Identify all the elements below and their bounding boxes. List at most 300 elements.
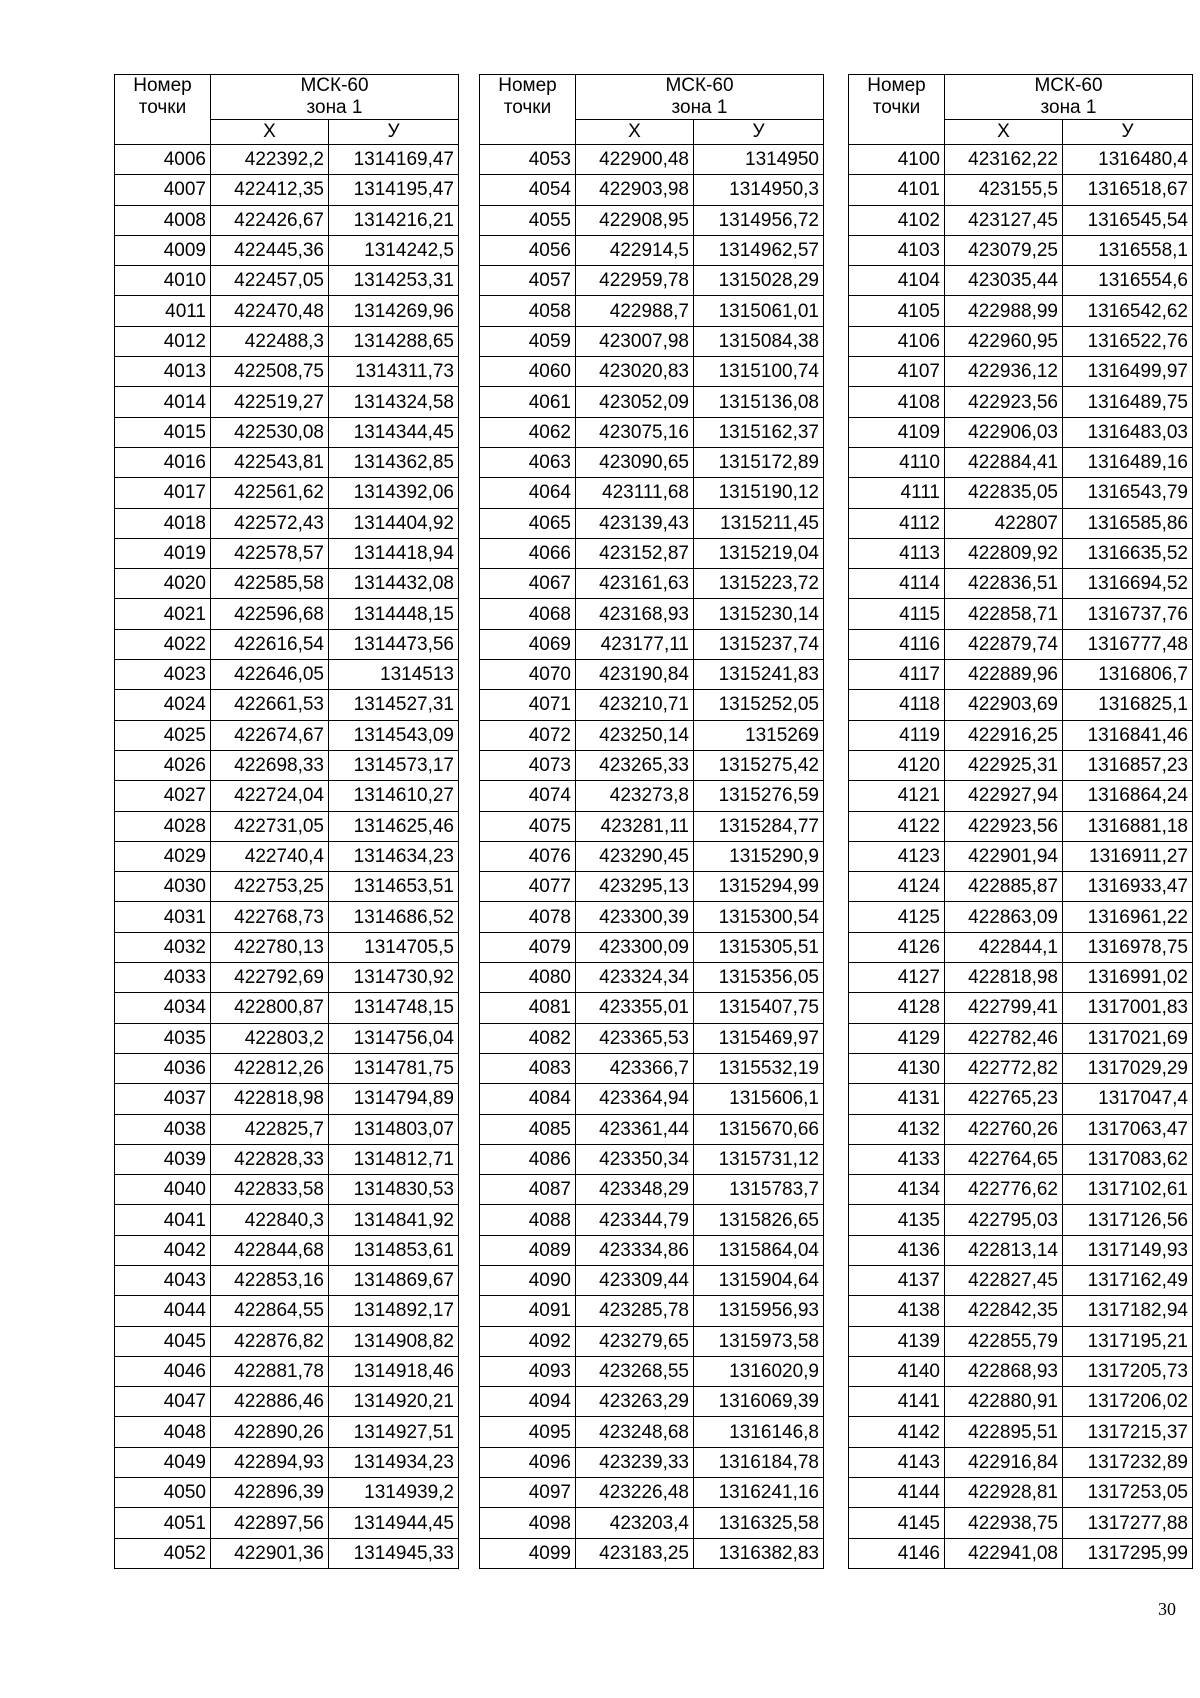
table-row <box>849 1447 1193 1477</box>
x-coordinate-cell: 422927,94 <box>945 781 1063 811</box>
point-number-cell: 4066 <box>480 538 576 568</box>
y-coordinate-cell: 1316522,76 <box>1063 326 1193 356</box>
point-number-cell: 4023 <box>115 660 211 690</box>
point-number-cell: 4089 <box>480 1235 576 1265</box>
point-number-cell: 4018 <box>115 508 211 538</box>
point-number-cell: 4117 <box>849 660 945 690</box>
table-row <box>115 963 459 993</box>
y-coordinate-cell: 1314653,51 <box>329 872 459 902</box>
table-row <box>480 1417 824 1447</box>
y-coordinate-cell: 1314610,27 <box>329 781 459 811</box>
point-number-cell: 4113 <box>849 538 945 568</box>
x-coordinate-cell: 422833,58 <box>211 1175 329 1205</box>
table-row <box>480 175 824 205</box>
table-row <box>480 932 824 962</box>
point-number-cell: 4030 <box>115 872 211 902</box>
y-coordinate-cell: 1315731,12 <box>694 1144 824 1174</box>
table-row <box>480 447 824 477</box>
y-coordinate-cell: 1315532,19 <box>694 1053 824 1083</box>
x-coordinate-cell: 422959,78 <box>576 266 694 296</box>
y-coordinate-cell: 1314216,21 <box>329 205 459 235</box>
point-number-cell: 4056 <box>480 235 576 265</box>
y-coordinate-cell: 1316489,16 <box>1063 447 1193 477</box>
table-row <box>115 1175 459 1205</box>
y-coordinate-cell: 1317047,4 <box>1063 1084 1193 1114</box>
point-number-cell: 4036 <box>115 1053 211 1083</box>
point-number-cell: 4084 <box>480 1084 576 1114</box>
table-row <box>480 1538 824 1568</box>
y-coordinate-cell: 1315211,45 <box>694 508 824 538</box>
x-coordinate-cell: 422903,69 <box>945 690 1063 720</box>
table-row <box>115 1235 459 1265</box>
point-number-cell: 4020 <box>115 569 211 599</box>
x-coordinate-cell: 423250,14 <box>576 720 694 750</box>
x-coordinate-cell: 422923,56 <box>945 811 1063 841</box>
table-row <box>115 629 459 659</box>
table-row <box>480 235 824 265</box>
x-coordinate-cell: 422813,14 <box>945 1235 1063 1265</box>
y-coordinate-cell: 1316558,1 <box>1063 235 1193 265</box>
x-coordinate-cell: 422616,54 <box>211 629 329 659</box>
point-number-cell: 4099 <box>480 1538 576 1568</box>
point-number-cell: 4051 <box>115 1508 211 1538</box>
point-number-cell: 4071 <box>480 690 576 720</box>
x-coordinate-cell: 423152,87 <box>576 538 694 568</box>
x-column-header: X <box>576 120 694 145</box>
table-row <box>480 1356 824 1386</box>
point-number-cell: 4130 <box>849 1053 945 1083</box>
point-number-cell: 4050 <box>115 1478 211 1508</box>
x-coordinate-cell: 422900,48 <box>576 145 694 175</box>
y-coordinate-cell: 1314242,5 <box>329 235 459 265</box>
x-coordinate-cell: 423285,78 <box>576 1296 694 1326</box>
point-number-header: Номер точки <box>480 75 576 145</box>
y-coordinate-cell: 1314527,31 <box>329 690 459 720</box>
x-coordinate-cell: 422988,7 <box>576 296 694 326</box>
table-row <box>849 963 1193 993</box>
x-coordinate-cell: 423366,7 <box>576 1053 694 1083</box>
point-number-cell: 4090 <box>480 1265 576 1295</box>
y-coordinate-cell: 1314830,53 <box>329 1175 459 1205</box>
point-number-cell: 4114 <box>849 569 945 599</box>
y-coordinate-cell: 1315864,04 <box>694 1235 824 1265</box>
table-row <box>849 1387 1193 1417</box>
x-coordinate-cell: 423155,5 <box>945 175 1063 205</box>
y-coordinate-cell: 1315407,75 <box>694 993 824 1023</box>
table-row <box>115 720 459 750</box>
table-row <box>115 145 459 175</box>
x-coordinate-cell: 422864,55 <box>211 1296 329 1326</box>
x-coordinate-cell: 423273,8 <box>576 781 694 811</box>
coordinate-system-header <box>576 75 824 120</box>
table-row <box>115 538 459 568</box>
y-coordinate-cell: 1315904,64 <box>694 1265 824 1295</box>
x-coordinate-cell: 423295,13 <box>576 872 694 902</box>
point-number-cell: 4100 <box>849 145 945 175</box>
x-coordinate-cell: 422457,05 <box>211 266 329 296</box>
x-coordinate-cell: 422772,82 <box>945 1053 1063 1083</box>
y-coordinate-cell: 1316635,52 <box>1063 538 1193 568</box>
point-number-cell: 4019 <box>115 538 211 568</box>
x-coordinate-cell: 422895,51 <box>945 1417 1063 1447</box>
x-coordinate-cell: 423127,45 <box>945 205 1063 235</box>
y-coordinate-cell: 1314756,04 <box>329 1023 459 1053</box>
x-coordinate-cell: 423079,25 <box>945 235 1063 265</box>
x-coordinate-cell: 422890,26 <box>211 1417 329 1447</box>
point-number-cell: 4034 <box>115 993 211 1023</box>
point-number-cell: 4107 <box>849 357 945 387</box>
x-coordinate-cell: 423361,44 <box>576 1114 694 1144</box>
table-row <box>480 1053 824 1083</box>
y-coordinate-cell: 1314253,31 <box>329 266 459 296</box>
x-coordinate-cell: 422889,96 <box>945 660 1063 690</box>
y-coordinate-cell: 1317102,61 <box>1063 1175 1193 1205</box>
x-coordinate-cell: 422508,75 <box>211 357 329 387</box>
x-coordinate-cell: 423309,44 <box>576 1265 694 1295</box>
x-coordinate-cell: 422519,27 <box>211 387 329 417</box>
point-number-cell: 4103 <box>849 235 945 265</box>
table-row <box>115 750 459 780</box>
x-coordinate-cell: 422445,36 <box>211 235 329 265</box>
y-coordinate-cell: 1316585,86 <box>1063 508 1193 538</box>
x-coordinate-cell: 423203,4 <box>576 1508 694 1538</box>
point-number-cell: 4096 <box>480 1447 576 1477</box>
x-coordinate-cell: 423168,93 <box>576 599 694 629</box>
y-coordinate-cell: 1316325,58 <box>694 1508 824 1538</box>
point-number-cell: 4073 <box>480 750 576 780</box>
table-row <box>849 417 1193 447</box>
point-number-cell: 4054 <box>480 175 576 205</box>
y-coordinate-cell: 1317126,56 <box>1063 1205 1193 1235</box>
point-number-cell: 4127 <box>849 963 945 993</box>
x-coordinate-cell: 423020,83 <box>576 357 694 387</box>
table-row <box>480 1447 824 1477</box>
y-coordinate-cell: 1314853,61 <box>329 1235 459 1265</box>
table-row <box>115 1538 459 1568</box>
x-coordinate-cell: 422906,03 <box>945 417 1063 447</box>
x-coordinate-cell: 422578,57 <box>211 538 329 568</box>
table-row <box>480 1387 824 1417</box>
y-coordinate-cell: 1316184,78 <box>694 1447 824 1477</box>
point-number-cell: 4072 <box>480 720 576 750</box>
table-row <box>849 1144 1193 1174</box>
table-row <box>115 205 459 235</box>
y-coordinate-cell: 1314634,23 <box>329 841 459 871</box>
y-coordinate-cell: 1314513 <box>329 660 459 690</box>
system-label: МСК-60 <box>1034 75 1103 96</box>
x-coordinate-cell: 423300,09 <box>576 932 694 962</box>
table-row <box>480 1175 824 1205</box>
x-coordinate-cell: 422782,46 <box>945 1023 1063 1053</box>
table-row <box>849 1356 1193 1386</box>
table-row <box>480 296 824 326</box>
table-row <box>480 1478 824 1508</box>
point-number-cell: 4143 <box>849 1447 945 1477</box>
x-coordinate-cell: 423348,29 <box>576 1175 694 1205</box>
point-number-cell: 4085 <box>480 1114 576 1144</box>
table-row <box>115 1084 459 1114</box>
y-coordinate-cell: 1314573,17 <box>329 750 459 780</box>
y-coordinate-cell: 1314794,89 <box>329 1084 459 1114</box>
y-coordinate-cell: 1316554,6 <box>1063 266 1193 296</box>
y-coordinate-cell: 1314950 <box>694 145 824 175</box>
point-number-cell: 4041 <box>115 1205 211 1235</box>
x-coordinate-cell: 422426,67 <box>211 205 329 235</box>
point-number-cell: 4139 <box>849 1326 945 1356</box>
y-coordinate-cell: 1315294,99 <box>694 872 824 902</box>
table-row <box>115 387 459 417</box>
table-row <box>115 1326 459 1356</box>
x-coordinate-cell: 423052,09 <box>576 387 694 417</box>
point-number-cell: 4105 <box>849 296 945 326</box>
x-coordinate-cell: 423007,98 <box>576 326 694 356</box>
y-coordinate-cell: 1314473,56 <box>329 629 459 659</box>
table-row <box>115 175 459 205</box>
y-coordinate-cell: 1314939,2 <box>329 1478 459 1508</box>
x-coordinate-cell: 422828,33 <box>211 1144 329 1174</box>
x-column-header: X <box>945 120 1063 145</box>
table-row <box>849 720 1193 750</box>
y-coordinate-cell: 1314945,33 <box>329 1538 459 1568</box>
point-number-cell: 4025 <box>115 720 211 750</box>
table-row <box>115 508 459 538</box>
y-coordinate-cell: 1314288,65 <box>329 326 459 356</box>
x-coordinate-cell: 422731,05 <box>211 811 329 841</box>
table-row <box>115 1508 459 1538</box>
x-coordinate-cell: 423111,68 <box>576 478 694 508</box>
table-row <box>480 417 824 447</box>
y-coordinate-cell: 1317021,69 <box>1063 1023 1193 1053</box>
point-number-cell: 4086 <box>480 1144 576 1174</box>
y-coordinate-cell: 1315300,54 <box>694 902 824 932</box>
table-row <box>480 357 824 387</box>
y-coordinate-cell: 1315241,83 <box>694 660 824 690</box>
x-coordinate-cell: 422885,87 <box>945 872 1063 902</box>
y-coordinate-cell: 1316480,4 <box>1063 145 1193 175</box>
x-coordinate-cell: 422936,12 <box>945 357 1063 387</box>
x-coordinate-cell: 422897,56 <box>211 1508 329 1538</box>
x-coordinate-cell: 422812,26 <box>211 1053 329 1083</box>
point-number-cell: 4093 <box>480 1356 576 1386</box>
y-coordinate-cell: 1315783,7 <box>694 1175 824 1205</box>
table-row <box>849 1023 1193 1053</box>
y-coordinate-cell: 1316881,18 <box>1063 811 1193 841</box>
point-number-cell: 4022 <box>115 629 211 659</box>
y-coordinate-cell: 1315469,97 <box>694 1023 824 1053</box>
point-number-header: Номер точки <box>849 75 945 145</box>
point-number-cell: 4075 <box>480 811 576 841</box>
x-coordinate-cell: 422960,95 <box>945 326 1063 356</box>
y-coordinate-cell: 1316518,67 <box>1063 175 1193 205</box>
y-coordinate-cell: 1315305,51 <box>694 932 824 962</box>
table-row <box>115 1114 459 1144</box>
x-coordinate-cell: 422807 <box>945 508 1063 538</box>
y-coordinate-cell: 1314908,82 <box>329 1326 459 1356</box>
table-row <box>115 357 459 387</box>
point-number-cell: 4104 <box>849 266 945 296</box>
point-number-cell: 4115 <box>849 599 945 629</box>
y-coordinate-cell: 1316961,22 <box>1063 902 1193 932</box>
point-number-cell: 4106 <box>849 326 945 356</box>
point-number-cell: 4040 <box>115 1175 211 1205</box>
x-coordinate-cell: 422858,71 <box>945 599 1063 629</box>
point-number-cell: 4094 <box>480 1387 576 1417</box>
table-row <box>480 811 824 841</box>
point-number-cell: 4132 <box>849 1114 945 1144</box>
table-row <box>480 1326 824 1356</box>
table-row <box>115 417 459 447</box>
point-number-cell: 4087 <box>480 1175 576 1205</box>
table-row <box>480 266 824 296</box>
point-number-cell: 4112 <box>849 508 945 538</box>
x-coordinate-cell: 422928,81 <box>945 1478 1063 1508</box>
point-number-cell: 4015 <box>115 417 211 447</box>
table-row <box>849 1478 1193 1508</box>
y-coordinate-cell: 1314418,94 <box>329 538 459 568</box>
y-coordinate-cell: 1314195,47 <box>329 175 459 205</box>
point-number-cell: 4079 <box>480 932 576 962</box>
table-row <box>480 1235 824 1265</box>
point-number-cell: 4014 <box>115 387 211 417</box>
table-row <box>480 963 824 993</box>
table-row <box>480 1084 824 1114</box>
point-number-cell: 4049 <box>115 1447 211 1477</box>
table-row <box>115 1478 459 1508</box>
x-coordinate-cell: 422768,73 <box>211 902 329 932</box>
table-row <box>115 326 459 356</box>
point-number-cell: 4125 <box>849 902 945 932</box>
table-row <box>480 387 824 417</box>
y-coordinate-cell: 1314950,3 <box>694 175 824 205</box>
table-row <box>115 932 459 962</box>
y-coordinate-cell: 1314927,51 <box>329 1417 459 1447</box>
point-number-cell: 4065 <box>480 508 576 538</box>
table-row <box>480 569 824 599</box>
point-number-cell: 4135 <box>849 1205 945 1235</box>
table-row <box>849 932 1193 962</box>
x-column-header: X <box>211 120 329 145</box>
table-row <box>849 1235 1193 1265</box>
point-number-cell: 4009 <box>115 235 211 265</box>
table-row <box>480 1296 824 1326</box>
y-coordinate-cell: 1314956,72 <box>694 205 824 235</box>
point-number-cell: 4144 <box>849 1478 945 1508</box>
x-coordinate-cell: 422792,69 <box>211 963 329 993</box>
table-row <box>480 660 824 690</box>
point-number-cell: 4069 <box>480 629 576 659</box>
table-row <box>115 1356 459 1386</box>
table-row <box>115 569 459 599</box>
x-coordinate-cell: 422572,43 <box>211 508 329 538</box>
y-coordinate-cell: 1314962,57 <box>694 235 824 265</box>
point-number-cell: 4038 <box>115 1114 211 1144</box>
point-number-cell: 4118 <box>849 690 945 720</box>
y-coordinate-cell: 1316499,97 <box>1063 357 1193 387</box>
table-row <box>115 1265 459 1295</box>
table-row <box>115 781 459 811</box>
table-row <box>115 447 459 477</box>
point-number-cell: 4055 <box>480 205 576 235</box>
x-coordinate-cell: 422818,98 <box>945 963 1063 993</box>
y-coordinate-cell: 1314311,73 <box>329 357 459 387</box>
y-coordinate-cell: 1314625,46 <box>329 811 459 841</box>
y-coordinate-cell: 1315237,74 <box>694 629 824 659</box>
x-coordinate-cell: 422925,31 <box>945 750 1063 780</box>
point-number-cell: 4122 <box>849 811 945 841</box>
point-number-cell: 4048 <box>115 1417 211 1447</box>
point-number-cell: 4043 <box>115 1265 211 1295</box>
x-coordinate-cell: 423035,44 <box>945 266 1063 296</box>
point-number-cell: 4027 <box>115 781 211 811</box>
point-number-cell: 4146 <box>849 1538 945 1568</box>
table-row <box>849 841 1193 871</box>
table-row <box>115 902 459 932</box>
table-row <box>849 872 1193 902</box>
y-coordinate-cell: 1315973,58 <box>694 1326 824 1356</box>
point-number-cell: 4031 <box>115 902 211 932</box>
x-coordinate-cell: 422941,08 <box>945 1538 1063 1568</box>
coordinates-table-3 <box>848 74 1193 1569</box>
y-coordinate-cell: 1314869,67 <box>329 1265 459 1295</box>
table-row <box>115 660 459 690</box>
coordinates-table-1 <box>114 74 459 1569</box>
y-coordinate-cell: 1314918,46 <box>329 1356 459 1386</box>
table-row <box>849 811 1193 841</box>
y-coordinate-cell: 1316020,9 <box>694 1356 824 1386</box>
x-coordinate-cell: 423334,86 <box>576 1235 694 1265</box>
table-row <box>115 811 459 841</box>
y-coordinate-cell: 1317232,89 <box>1063 1447 1193 1477</box>
x-coordinate-cell: 423210,71 <box>576 690 694 720</box>
table-row <box>115 235 459 265</box>
x-coordinate-cell: 423279,65 <box>576 1326 694 1356</box>
x-coordinate-cell: 422596,68 <box>211 599 329 629</box>
y-coordinate-cell: 1315252,05 <box>694 690 824 720</box>
x-coordinate-cell: 422724,04 <box>211 781 329 811</box>
x-coordinate-cell: 422809,92 <box>945 538 1063 568</box>
x-coordinate-cell: 422543,81 <box>211 447 329 477</box>
system-label: МСК-60 <box>665 75 734 96</box>
x-coordinate-cell: 422938,75 <box>945 1508 1063 1538</box>
y-coordinate-cell: 1316382,83 <box>694 1538 824 1568</box>
point-number-cell: 4108 <box>849 387 945 417</box>
table-row <box>849 1175 1193 1205</box>
x-coordinate-cell: 422827,45 <box>945 1265 1063 1295</box>
page-number: 30 <box>1158 1599 1176 1619</box>
point-number-cell: 4053 <box>480 145 576 175</box>
table-row <box>115 266 459 296</box>
y-coordinate-cell: 1316737,76 <box>1063 599 1193 629</box>
table-row <box>849 1265 1193 1295</box>
x-coordinate-cell: 422855,79 <box>945 1326 1063 1356</box>
x-coordinate-cell: 422835,05 <box>945 478 1063 508</box>
point-number-cell: 4078 <box>480 902 576 932</box>
x-coordinate-cell: 422740,4 <box>211 841 329 871</box>
x-coordinate-cell: 422884,41 <box>945 447 1063 477</box>
table-row <box>480 599 824 629</box>
x-coordinate-cell: 423248,68 <box>576 1417 694 1447</box>
table-row <box>480 841 824 871</box>
y-coordinate-cell: 1314730,92 <box>329 963 459 993</box>
point-number-cell: 4046 <box>115 1356 211 1386</box>
x-coordinate-cell: 422661,53 <box>211 690 329 720</box>
y-coordinate-cell: 1316543,79 <box>1063 478 1193 508</box>
y-coordinate-cell: 1317253,05 <box>1063 1478 1193 1508</box>
point-number-cell: 4081 <box>480 993 576 1023</box>
y-coordinate-cell: 1317029,29 <box>1063 1053 1193 1083</box>
table-row <box>480 902 824 932</box>
table-row <box>480 720 824 750</box>
